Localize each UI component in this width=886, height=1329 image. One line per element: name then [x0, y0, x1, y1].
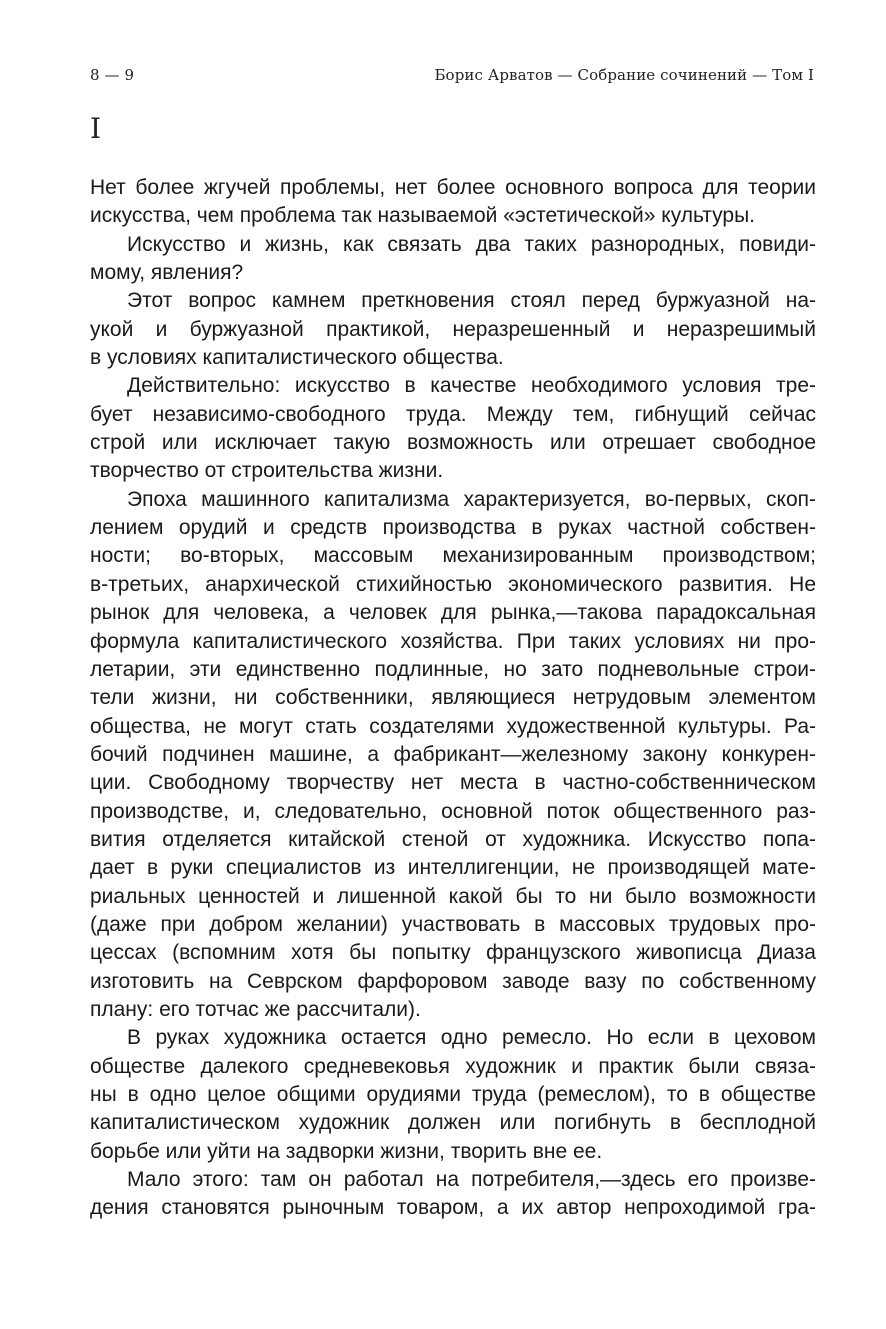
text-line: летарии, эти единственно подлинные, но зато подневольные строи-: [90, 657, 816, 681]
running-title: Борис Арватов — Собрание сочинений — Том I: [434, 66, 814, 84]
text-line: в-третьих, анархической стихийностью экономического развития. Не: [90, 572, 816, 596]
text-line: риальных ценностей и лишенной какой бы то ни было возможности: [90, 884, 816, 908]
text-line: плану: его тотчас же рассчитали).: [90, 997, 421, 1021]
text-line: цессах (вспомним хотя бы попытку французского живописца Диаза: [90, 941, 816, 965]
text-line: бочий подчинен машине, а фабрикант—железному закону конкурен-: [90, 742, 816, 766]
text-line: Этот вопрос камнем преткновения стоял перед буржуазной на-: [127, 289, 816, 313]
text-line: производстве, и, следовательно, основной поток общественного раз-: [90, 799, 816, 823]
text-line: (даже при добром желании) участвовать в массовых трудовых про-: [90, 912, 816, 936]
text-line: капиталистическом художник должен или погибнуть в бесплодной: [90, 1111, 816, 1135]
text-line: Мало этого: там он работал на потребителя,—здесь его произве-: [127, 1168, 816, 1192]
text-line: творчество от строительства жизни.: [90, 459, 444, 483]
text-line: Нет более жгучей проблемы, нет более основного вопроса для теории: [90, 176, 816, 199]
text-line: строй или исключает такую возможность или отрешает свободное: [90, 431, 816, 455]
text-line: укой и буржуазной практикой, неразрешенный и неразрешимый: [90, 317, 816, 341]
text-line: мому, явления?: [90, 261, 244, 285]
text-line: дения становятся рыночным товаром, а их автор непроходимой гра-: [90, 1196, 816, 1220]
text-line: в условиях капиталистического общества.: [90, 346, 504, 370]
text-line: ности; во-вторых, массовым механизированным производством;: [90, 544, 816, 568]
text-line: Эпоха машинного капитализма характеризуется, во-первых, скоп-: [127, 487, 816, 511]
text-line: рынок для человека, а человек для рынка,—такова парадоксальная: [90, 601, 816, 625]
running-head: [90, 66, 814, 84]
text-line: борьбе или уйти на задворки жизни, творить вне ее.: [90, 1139, 603, 1163]
text-line: тели жизни, ни собственники, являющиеся нетрудовым элементом: [90, 686, 816, 710]
text-line: бует независимо-свободного труда. Между тем, гибнущий сейчас: [90, 402, 816, 426]
text-line: Действительно: искусство в качестве необходимого условия тре-: [127, 374, 816, 398]
text-line: ны в одно целое общими орудиями труда (ремеслом), то в обществе: [90, 1083, 816, 1106]
text-line: дает в руки специалистов из интеллигенции, не производящей мате-: [90, 856, 816, 880]
section-numeral: I: [90, 112, 102, 145]
text-line: В руках художника остается одно ремесло. Но если в цеховом: [127, 1026, 816, 1050]
body-text: [90, 174, 816, 1223]
text-line: лением орудий и средств производства в руках частной собствен-: [90, 516, 816, 540]
page-numbers: 8 — 9: [90, 66, 135, 84]
text-line: Искусство и жизнь, как связать два таких разнородных, повиди-: [127, 232, 816, 256]
text-line: вития отделяется китайской стеной от художника. Искусство попа-: [90, 827, 816, 851]
text-line: формула капиталистического хозяйства. При таких условиях ни про-: [90, 629, 816, 653]
text-line: ции. Свободному творчеству нет места в частно-собственническом: [90, 771, 816, 795]
text-line: общества, не могут стать создателями художественной культуры. Ра-: [90, 714, 816, 738]
text-line: обществе далекого средневековья художник и практик были связа-: [90, 1054, 816, 1078]
text-line: изготовить на Севрском фарфоровом заводе вазу по собственному: [90, 969, 816, 993]
text-line: искусства, чем проблема так называемой «эстетической» культуры.: [90, 204, 756, 228]
